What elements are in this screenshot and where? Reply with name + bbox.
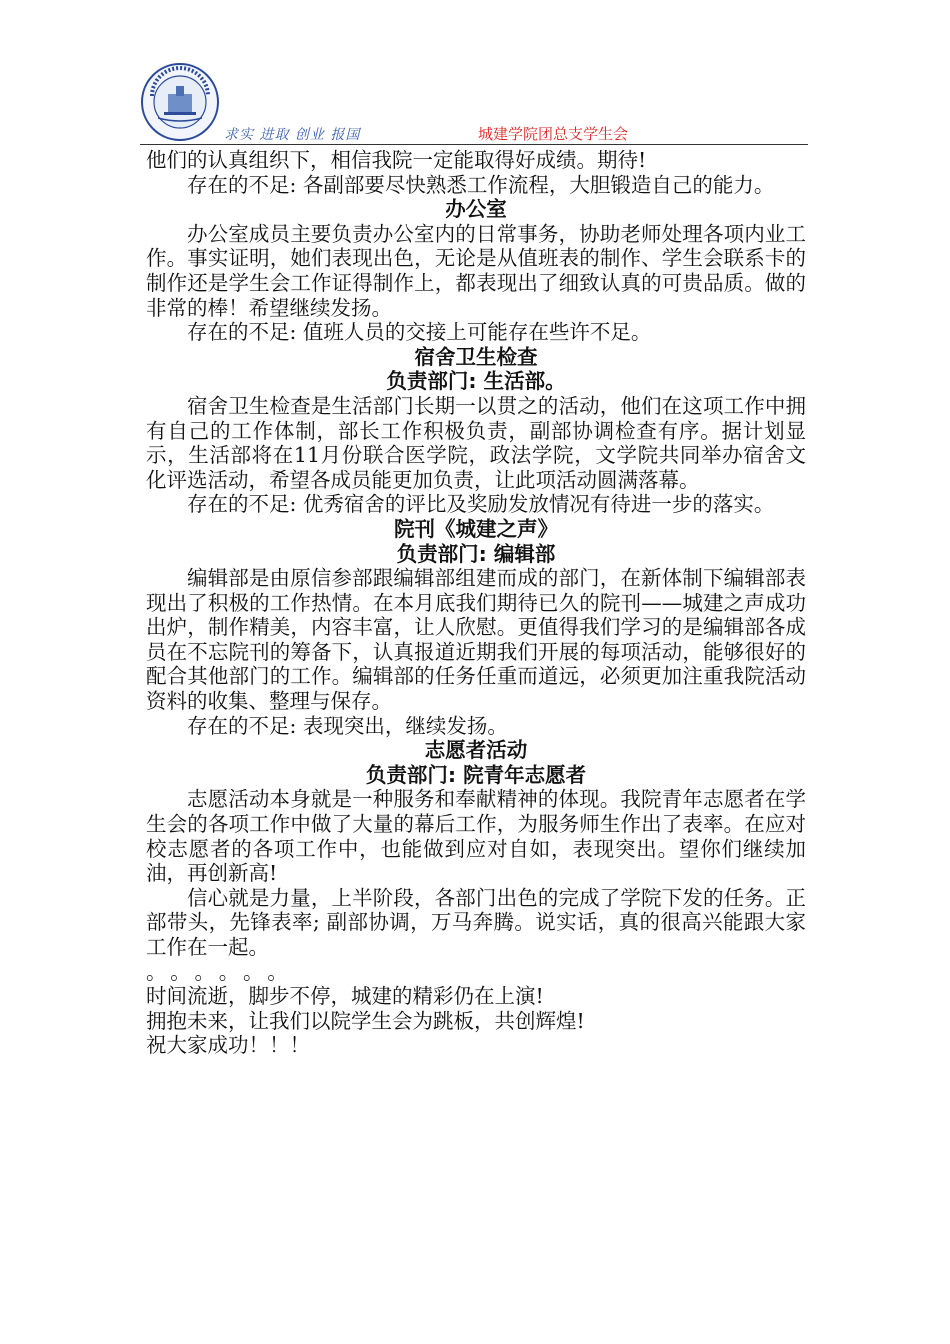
section-subheading-journal-dept: 负责部门: 编辑部: [396, 541, 556, 566]
section-subheading-dorm-dept: 负责部门: 生活部。: [386, 369, 566, 394]
header-divider: [140, 144, 808, 145]
section-subheading-volunteer-dept: 负责部门: 院青年志愿者: [365, 762, 587, 787]
header-organization: 城建学院团总支学生会: [478, 125, 629, 143]
document-body: [146, 148, 806, 1058]
paragraph: 办公室成员主要负责办公室内的日常事务，协助老师处理各项内业工作。事实证明，她们表现出色，无论是从值班表的制作、学生会联系卡的制作还是学生会工作证得制作上，都表现出了细致认真的可贵品质。做的非常的棒！希望继续发扬。: [146, 221, 806, 320]
paragraph: 存在的不足: 表现突出，继续发扬。: [187, 713, 508, 738]
paragraph: 存在的不足: 值班人员的交接上可能存在些许不足。: [187, 320, 652, 345]
header-motto: 求实 进取 创业 报国: [224, 127, 361, 143]
page-header: [140, 62, 808, 146]
paragraph: 存在的不足: 各副部要尽快熟悉工作流程，大胆锻造自己的能力。: [187, 172, 775, 197]
university-logo: [140, 62, 220, 142]
paragraph: 他们的认真组织下，相信我院一定能取得好成绩。期待!: [146, 148, 647, 172]
closing-line: 时间流逝，脚步不停，城建的精彩仍在上演!: [146, 984, 544, 1009]
section-heading-journal: 院刊《城建之声》: [394, 516, 558, 541]
closing-line: 拥抱未来，让我们以院学生会为跳板，共创辉煌!: [146, 1008, 585, 1033]
ellipsis-line: 。。。。。。: [146, 959, 302, 984]
closing-line: 祝大家成功！！！: [146, 1033, 310, 1058]
paragraph: 信心就是力量，上半阶段，各部门出色的完成了学院下发的任务。正部带头，先锋表率; 副部协调，万马奔腾。说实话，真的很高兴能跟大家工作在一起。: [146, 885, 806, 959]
section-heading-office: 办公室: [445, 197, 507, 222]
paragraph: 志愿活动本身就是一种服务和奉献精神的体现。我院青年志愿者在学生会的各项工作中做了大量的幕后工作，为服务师生作出了表率。在应对校志愿者的各项工作中，也能做到应对自如，表现突出。望你们继续加油，再创新高!: [146, 787, 806, 886]
paragraph: 编辑部是由原信参部跟编辑部组建而成的部门，在新体制下编辑部表现出了积极的工作热情。在本月底我们期待已久的院刊——城建之声成功出炉，制作精美，内容丰富，让人欣慰。更值得我们学习的是编辑部各成员在不忘院刊的筹备下，认真报道近期我们开展的每项活动，能够很好的配合其他部门的工作。编辑部的任务任重而道远，必须更加注重我院活动资料的收集、整理与保存。: [146, 566, 806, 714]
paragraph: 存在的不足: 优秀宿舍的评比及奖励发放情况有待进一步的落实。: [187, 492, 775, 517]
paragraph: 宿舍卫生检查是生活部门长期一以贯之的活动，他们在这项工作中拥有自己的工作体制，部长工作积极负责，副部协调检查有序。据计划显示，生活部将在11月份联合医学院，政法学院，文学院共同举办宿舍文化评选活动，希望各成员能更加负责，让此项活动圆满落幕。: [146, 393, 806, 492]
section-heading-volunteer: 志愿者活动: [424, 738, 528, 763]
section-heading-dorm: 宿舍卫生检查: [414, 344, 538, 369]
